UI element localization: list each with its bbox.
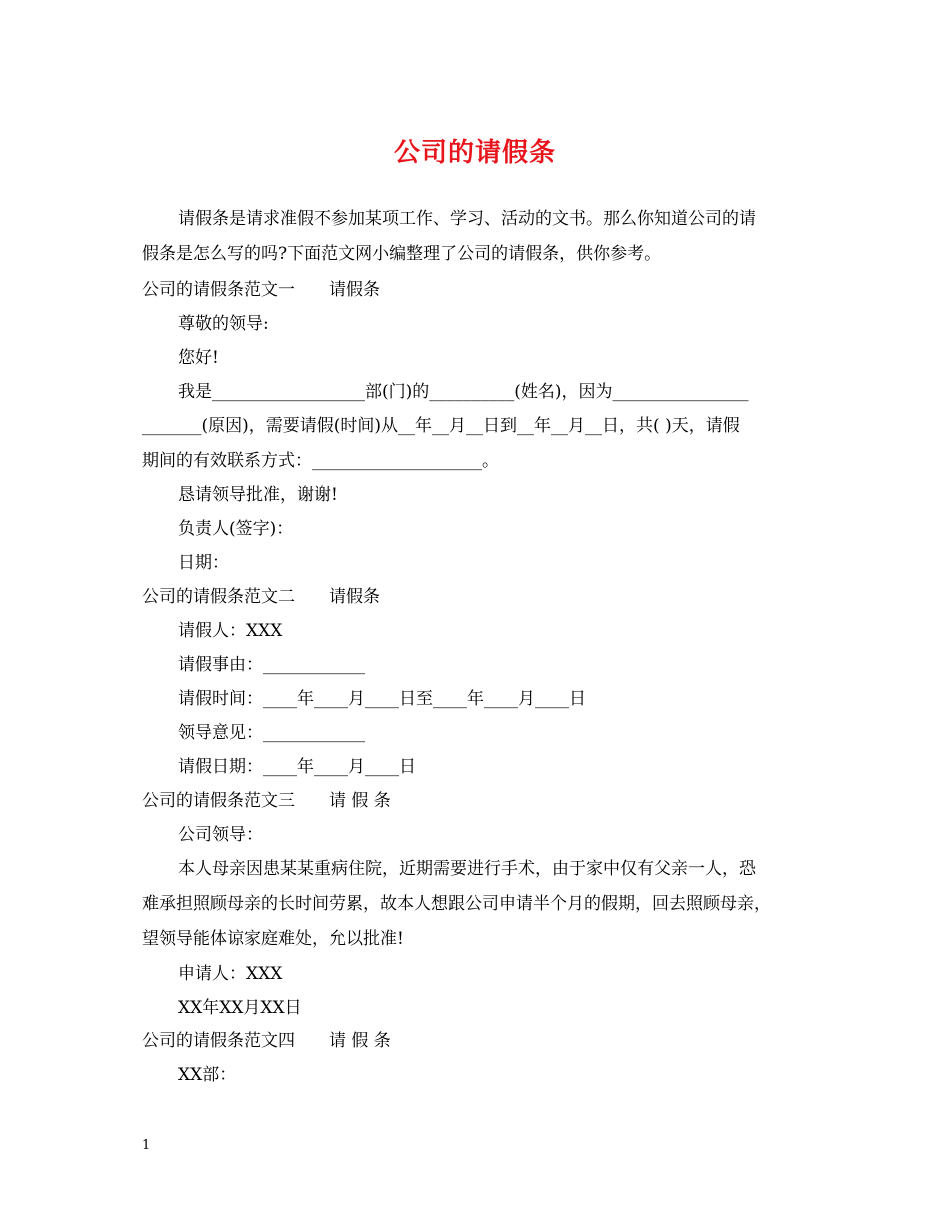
body-line: _______(原因)，需要请假(时间)从__年__月__日到__年__月__日，共( )天，请假 <box>142 416 740 436</box>
body-line: 望领导能体谅家庭难处，允以批准! <box>142 929 404 949</box>
body-line: 我是__________________部(门)的__________(姓名)，因为________________ <box>178 382 749 402</box>
document-title: 公司的请假条 <box>393 138 556 168</box>
body-line: 难承担照顾母亲的长时间劳累，故本人想跟公司申请半个月的假期，回去照顾母亲， <box>142 894 771 914</box>
body-line: 本人母亲因患某某重病住院，近期需要进行手术，由于家中仅有父亲一人，恐 <box>178 859 756 879</box>
greeting: 您好! <box>178 348 219 368</box>
closing-line: 恳请领导批准，谢谢! <box>178 485 338 505</box>
section-heading-2: 公司的请假条范文二 请假条 <box>142 587 380 607</box>
form-field: 请假日期：____年____月____日 <box>178 757 416 777</box>
page-number: 1 <box>142 1138 151 1153</box>
form-field: 领导意见：____________ <box>178 723 365 743</box>
salutation: 公司领导： <box>178 825 263 845</box>
form-field: 请假人：XXX <box>178 621 283 641</box>
applicant-line: 申请人：XXX <box>178 964 283 984</box>
salutation: 尊敬的领导: <box>178 314 269 334</box>
date-line: XX年XX月XX日 <box>178 998 302 1018</box>
section-heading-1: 公司的请假条范文一 请假条 <box>142 280 380 300</box>
intro-line-1: 请假条是请求准假不参加某项工作、学习、活动的文书。那么你知道公司的请 <box>178 209 756 229</box>
signature-line: 负责人(签字)： <box>178 519 294 539</box>
intro-line-2: 假条是怎么写的吗?下面范文网小编整理了公司的请假条，供你参考。 <box>142 244 662 264</box>
body-line: 期间的有效联系方式：____________________。 <box>142 451 499 471</box>
form-field: 请假时间：____年____月____日至____年____月____日 <box>178 689 586 709</box>
section-heading-4: 公司的请假条范文四 请 假 条 <box>142 1031 391 1051</box>
section-heading-3: 公司的请假条范文三 请 假 条 <box>142 791 391 811</box>
date-line: 日期： <box>178 553 229 573</box>
salutation: XX部： <box>178 1065 237 1085</box>
form-field: 请假事由：____________ <box>178 655 365 675</box>
